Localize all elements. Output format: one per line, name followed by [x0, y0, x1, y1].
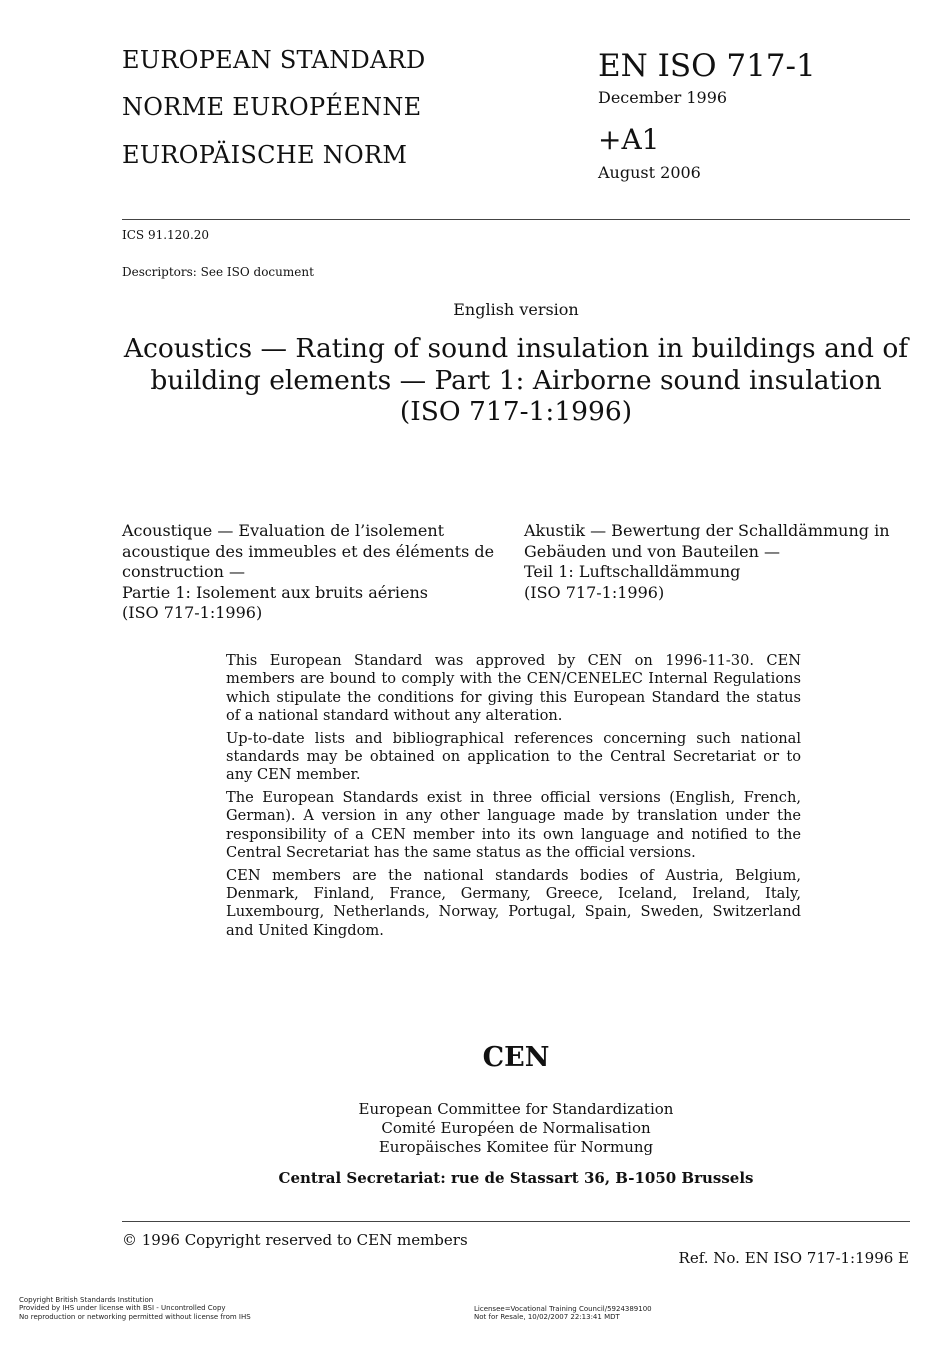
note-paragraph: CEN members are the national standards bodies of Austria, Belgium, Denmark, Finland, France, Germany, Greece, Iceland, Ireland, Italy, Luxembourg, Netherlands, Norway, Portugal, Spain, Sweden, Switzerland and United Kingdom.	[226, 866, 801, 939]
standard-code: EN ISO 717-1	[598, 48, 816, 84]
footer-line: Not for Resale, 10/02/2007 22:13:41 MDT	[474, 1313, 620, 1322]
approval-notes	[226, 652, 801, 944]
german-title-line: Akustik — Bewertung der Schalldämmung in	[524, 521, 890, 540]
footer-line: Copyright British Standards Institution	[19, 1296, 154, 1304]
french-title	[122, 521, 502, 624]
note-paragraph: This European Standard was approved by CEN on 1996-11-30. CEN members are bound to comply with the CEN/CENELEC Internal Regulations which stipulate the conditions for giving this European Standard the status of a national standard without any alteration.	[226, 652, 801, 724]
footer-line: No reproduction or networking permitted without license from IHS	[19, 1312, 251, 1321]
copyright-notice: © 1996 Copyright reserved to CEN members	[122, 1231, 468, 1249]
footer-line: Provided by IHS under license with BSI - Uncontrolled Copy	[19, 1304, 226, 1313]
cen-acronym: CEN	[482, 1042, 550, 1073]
committee-names	[0, 1100, 950, 1157]
committee-name: European Committee for Standardization	[358, 1100, 674, 1118]
standard-name-german: EUROPÄISCHE NORM	[122, 141, 408, 169]
footer-right	[474, 1305, 652, 1322]
ics-code: ICS 91.120.20	[122, 228, 210, 242]
french-title-line: acoustique des immeubles et des éléments de	[122, 541, 495, 561]
header-divider	[122, 219, 910, 220]
standard-name-english: EUROPEAN STANDARD	[122, 46, 426, 74]
committee-name: Europäisches Komitee für Normung	[378, 1138, 654, 1156]
central-secretariat: Central Secretariat: rue de Stassart 36, B-1050 Brussels	[278, 1169, 754, 1187]
french-title-line: Acoustique — Evaluation de l’isolement	[122, 521, 445, 540]
french-title-line: (ISO 717-1:1996)	[122, 603, 263, 622]
committee-name: Comité Européen de Normalisation	[381, 1119, 651, 1137]
amendment-label: +A1	[598, 123, 660, 156]
french-title-line: Partie 1: Isolement aux bruits aériens	[122, 582, 428, 602]
publication-date: December 1996	[598, 88, 728, 107]
german-title	[524, 521, 910, 603]
note-paragraph: The European Standards exist in three official versions (English, French, German). A version in any other language made by translation under the responsibility of a CEN member into its own language and notified to the Central Secretariat has the same status as the official versions.	[226, 789, 801, 861]
standard-name-french: NORME EUROPÉENNE	[122, 93, 422, 121]
footer-divider	[122, 1221, 910, 1222]
version-label: English version	[453, 300, 579, 319]
german-title-line: Teil 1: Luftschalldämmung	[524, 562, 741, 581]
footer-left	[19, 1296, 251, 1321]
descriptors: Descriptors: See ISO document	[122, 265, 314, 279]
note-paragraph: Up-to-date lists and bibliographical references concerning such national standards may be obtained on application to the Central Secretariat or to any CEN member.	[226, 729, 801, 784]
footer-line: Licensee=Vocational Training Council/5924389100	[474, 1305, 652, 1313]
amendment-date: August 2006	[598, 163, 701, 182]
document-title: Acoustics — Rating of sound insulation in buildings and of building elements — Part 1: Airborne sound insulation (ISO 717-1:1996)	[123, 333, 909, 427]
reference-number: Ref. No. EN ISO 717-1:1996 E	[678, 1249, 909, 1267]
french-title-line: construction —	[122, 562, 246, 581]
german-title-line: Gebäuden und von Bauteilen —	[524, 541, 781, 561]
german-title-line: (ISO 717-1:1996)	[524, 582, 665, 602]
